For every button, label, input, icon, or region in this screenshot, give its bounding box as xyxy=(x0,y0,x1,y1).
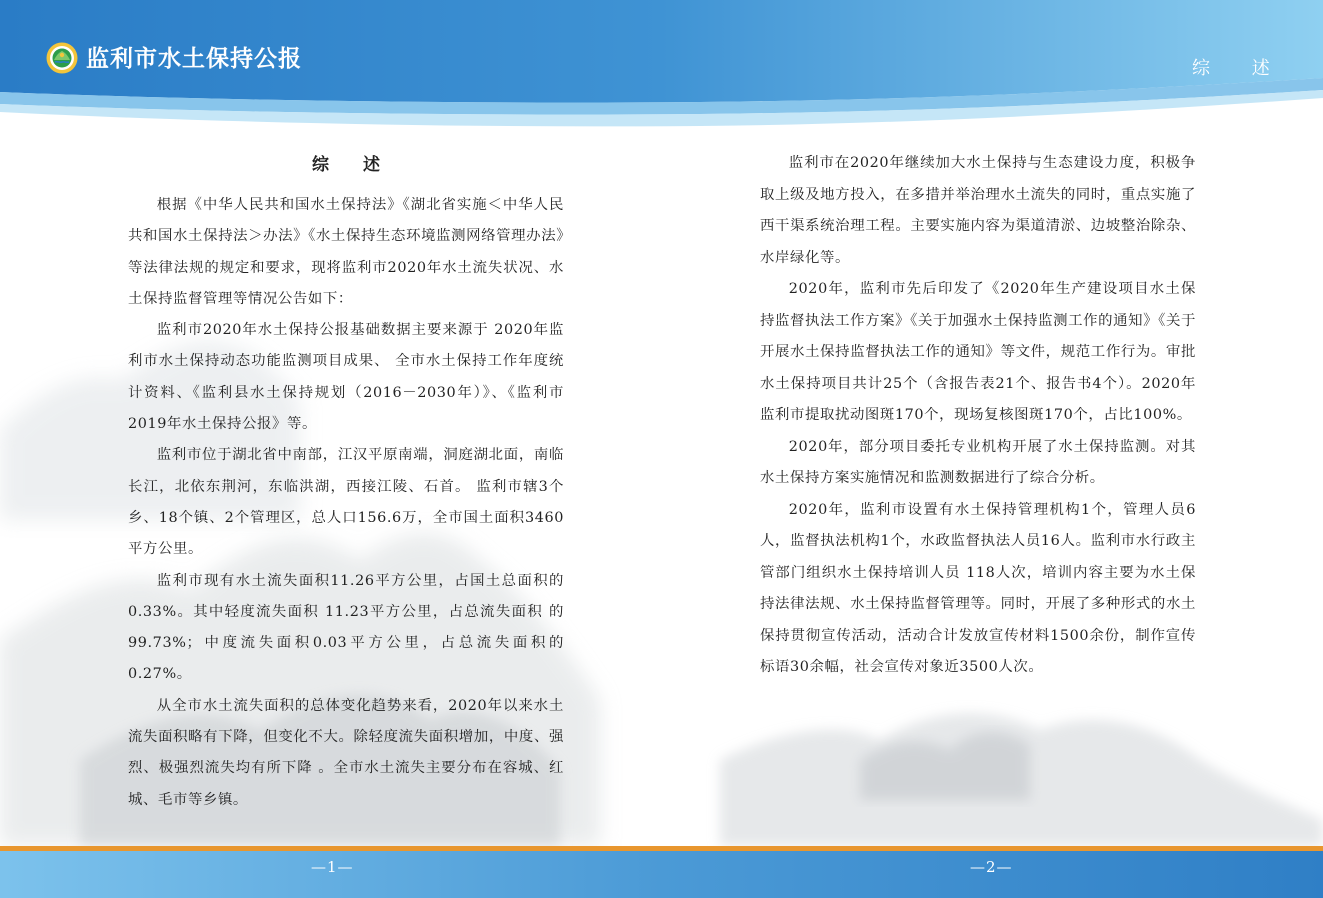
left-page-column xyxy=(128,148,564,816)
footer-bar xyxy=(0,846,1323,898)
right-paragraph-1: 监利市在2020年继续加大水土保持与生态建设力度，积极争取上级及地方投入，在多措并举治理水土流失的同时，重点实施了西干渠系统治理工程。主要实施内容为渠道清淤、边坡整治除杂、水岸绿化等。 xyxy=(760,155,1196,266)
right-paragraph-2: 2020年，监利市先后印发了《2020年生产建设项目水土保持监督执法工作方案》《关于加强水土保持监测工作的通知》《关于开展水土保持监督执法工作的通知》等文件，规范工作行为。审批水土保持项目共计25个（含报告表21个、报告书4个）。2020年监利市提取扰动图斑170个，现场复核图斑170个，占比100%。 xyxy=(760,281,1196,423)
left-paragraph-5: 从全市水土流失面积的总体变化趋势来看，2020年以来水土流失面积略有下降，但变化不大。除轻度流失面积增加，中度、强烈、极强烈流失均有所下降 。全市水土流失主要分布在容城、红城、毛市等乡镇。 xyxy=(128,697,564,808)
header-section-label: 综 述 xyxy=(1192,58,1288,79)
left-paragraph-4: 监利市现有水土流失面积11.26平方公里，占国土总面积的0.33%。其中轻度流失面积 11.23平方公里，占总流失面积 的99.73%；中度流失面积0.03平方公里，占总流失面积的0.27%。 xyxy=(128,572,564,683)
report-title: 监利市水土保持公报 xyxy=(86,46,302,72)
page-number-right: —2— xyxy=(970,858,1013,876)
right-page-column xyxy=(760,148,1196,684)
left-paragraph-2: 监利市2020年水土保持公报基础数据主要来源于 2020年监利市水土保持动态功能监测项目成果、 全市水土保持工作年度统计资料、《监利县水土保持规划（2016－2030年）》、《监利市2019年水土保持公报》等。 xyxy=(128,322,564,433)
section-heading: 综 述 xyxy=(312,155,394,175)
soil-conservation-emblem-icon xyxy=(46,42,78,74)
left-paragraph-1: 根据《中华人民共和国水土保持法》《湖北省实施＜中华人民共和国水土保持法＞办法》《水土保持生态环境监测网络管理办法》等法律法规的规定和要求，现将监利市2020年水土流失状况、水土保持监督管理等情况公告如下： xyxy=(128,197,564,307)
right-paragraph-4: 2020年，监利市设置有水土保持管理机构1个，管理人员6人，监督执法机构1个，水政监督执法人员16人。监利市水行政主管部门组织水土保持培训人员 118人次，培训内容主要为水土保持法律法规、水土保持监督管理等。同时，开展了多种形式的水土保持贯彻宣传活动，活动合计发放宣传材料1500余份，制作宣传标语30余幅，社会宣传对象近3500人次。 xyxy=(760,501,1196,675)
page-number-left: —1— xyxy=(311,858,354,876)
right-paragraph-3: 2020年，部分项目委托专业机构开展了水土保持监测。对其水土保持方案实施情况和监测数据进行了综合分析。 xyxy=(760,438,1196,486)
left-paragraph-3: 监利市位于湖北省中南部，江汉平原南端，洞庭湖北面，南临长江，北依东荆河，东临洪湖，西接江陵、石首。 监利市辖3个乡、18个镇、2个管理区，总人口156.6万，全市国土面积3460平方公里。 xyxy=(128,447,564,558)
